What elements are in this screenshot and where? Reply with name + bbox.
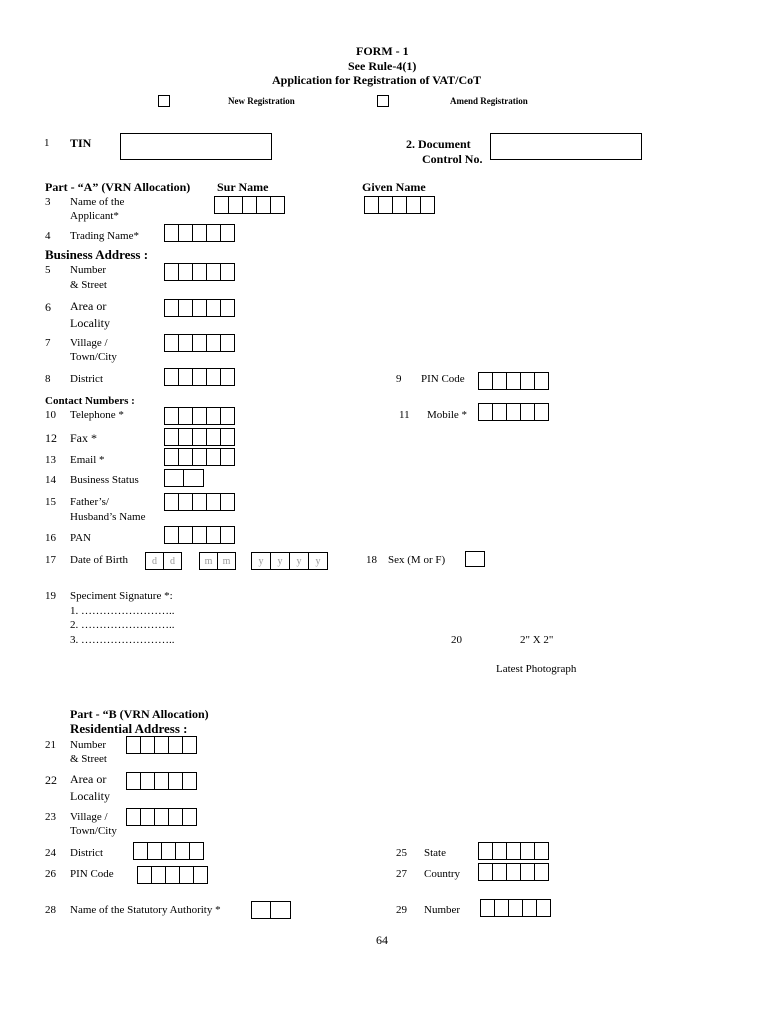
dob-year-input[interactable] — [251, 552, 327, 570]
field-number-22: 22 — [45, 773, 57, 787]
char-cell[interactable] — [520, 372, 535, 390]
char-cell[interactable] — [164, 448, 179, 466]
char-cell[interactable] — [534, 842, 549, 860]
signature-line-1[interactable]: 1. …………………….. — [70, 605, 175, 617]
email-label: Email * — [70, 454, 105, 466]
sex-label: Sex (M or F) — [388, 554, 446, 566]
dob-year-cell[interactable]: y — [270, 552, 290, 570]
char-cell[interactable] — [147, 842, 162, 860]
field-number-4: 4 — [45, 230, 51, 242]
form-rule: See Rule-4(1) — [348, 59, 417, 73]
char-cell[interactable] — [192, 299, 207, 317]
char-cell[interactable] — [478, 372, 493, 390]
char-cell[interactable] — [270, 196, 285, 214]
sex-input[interactable] — [465, 551, 485, 567]
field-number-12: 12 — [45, 431, 57, 445]
applicant-name-label-line1: Name of the — [70, 196, 125, 208]
char-cell[interactable] — [536, 899, 551, 917]
char-cell[interactable] — [126, 772, 141, 790]
field-number-7: 7 — [45, 337, 51, 349]
char-cell[interactable] — [364, 196, 379, 214]
char-cell[interactable] — [206, 299, 221, 317]
char-cell[interactable] — [164, 469, 184, 487]
char-cell[interactable] — [522, 899, 537, 917]
dob-label: Date of Birth — [70, 554, 129, 566]
country-label: Country — [424, 868, 461, 880]
email-input[interactable] — [164, 448, 234, 466]
char-cell[interactable] — [178, 299, 193, 317]
char-cell[interactable] — [206, 493, 221, 511]
char-cell[interactable] — [220, 448, 235, 466]
dob-year-cell[interactable]: y — [289, 552, 309, 570]
fax-label: Fax * — [70, 431, 97, 445]
char-cell[interactable] — [492, 842, 507, 860]
char-cell[interactable] — [242, 196, 257, 214]
char-cell[interactable] — [534, 372, 549, 390]
char-cell[interactable] — [182, 772, 197, 790]
residential-district-input[interactable] — [133, 842, 203, 860]
char-cell[interactable] — [178, 334, 193, 352]
number-input[interactable] — [480, 899, 550, 917]
field-number-24: 24 — [45, 847, 56, 859]
char-cell[interactable] — [178, 448, 193, 466]
char-cell[interactable] — [492, 403, 507, 421]
char-cell[interactable] — [506, 403, 521, 421]
contact-numbers-heading: Contact Numbers : — [45, 395, 135, 407]
char-cell[interactable] — [168, 736, 183, 754]
father-name-label-line1: Father’s/ — [70, 496, 109, 508]
residential-street-label-line1: Number — [70, 739, 107, 751]
char-cell[interactable] — [178, 224, 193, 242]
char-cell[interactable] — [164, 428, 179, 446]
photo-size: 2" X 2" — [520, 634, 554, 646]
mobile-label: Mobile * — [427, 409, 468, 421]
field-number-11: 11 — [399, 409, 410, 421]
father-name-input[interactable] — [164, 493, 234, 511]
country-input[interactable] — [478, 863, 548, 881]
char-cell[interactable] — [206, 407, 221, 425]
business-area-input[interactable] — [164, 299, 234, 317]
char-cell[interactable] — [140, 736, 155, 754]
business-area-label-line2: Locality — [70, 316, 110, 330]
char-cell[interactable] — [378, 196, 393, 214]
trading-name-input[interactable] — [164, 224, 234, 242]
char-cell[interactable] — [164, 493, 179, 511]
char-cell[interactable] — [220, 334, 235, 352]
char-cell[interactable] — [151, 866, 166, 884]
char-cell[interactable] — [183, 469, 204, 487]
char-cell[interactable] — [506, 372, 521, 390]
applicant-name-label-line2: Applicant* — [70, 210, 119, 222]
photo-label: Latest Photograph — [496, 663, 577, 675]
field-number-10: 10 — [45, 409, 56, 421]
business-area-label-line1: Area or — [70, 299, 107, 313]
char-cell[interactable] — [392, 196, 407, 214]
residential-area-input[interactable] — [126, 772, 196, 790]
state-label: State — [424, 847, 446, 859]
char-cell[interactable] — [178, 368, 193, 386]
field-number-28: 28 — [45, 904, 56, 916]
char-cell[interactable] — [220, 493, 235, 511]
char-cell[interactable] — [534, 403, 549, 421]
field-number-1: 1 — [44, 137, 50, 149]
char-cell[interactable] — [133, 842, 148, 860]
char-cell[interactable] — [256, 196, 271, 214]
dob-day-cell[interactable]: d — [163, 552, 182, 570]
fax-input[interactable] — [164, 428, 234, 446]
char-cell[interactable] — [178, 493, 193, 511]
residential-district-label: District — [70, 847, 103, 859]
char-cell[interactable] — [228, 196, 243, 214]
char-cell[interactable] — [478, 863, 493, 881]
field-number-3: 3 — [45, 196, 51, 208]
field-number-20: 20 — [451, 634, 462, 646]
residential-street-input[interactable] — [126, 736, 196, 754]
residential-pin-input[interactable] — [137, 866, 207, 884]
char-cell[interactable] — [220, 224, 235, 242]
field-number-15: 15 — [45, 496, 56, 508]
char-cell[interactable] — [165, 866, 180, 884]
form-title: FORM - 1 — [356, 44, 409, 58]
field-number-13: 13 — [45, 454, 56, 466]
char-cell[interactable] — [140, 772, 155, 790]
business-address-heading: Business Address : — [45, 247, 149, 262]
char-cell[interactable] — [520, 403, 535, 421]
field-number-18: 18 — [366, 554, 377, 566]
char-cell[interactable] — [175, 842, 190, 860]
char-cell[interactable] — [478, 403, 493, 421]
tin-label: TIN — [70, 136, 92, 150]
char-cell[interactable] — [508, 899, 523, 917]
document-control-label-line2: Control No. — [422, 152, 483, 166]
state-input[interactable] — [478, 842, 548, 860]
char-cell[interactable] — [161, 842, 176, 860]
char-cell[interactable] — [193, 866, 208, 884]
char-cell[interactable] — [192, 368, 207, 386]
field-number-16: 16 — [45, 532, 56, 544]
char-cell[interactable] — [192, 263, 207, 281]
statutory-authority-label: Name of the Statutory Authority * — [70, 904, 221, 916]
char-cell[interactable] — [220, 368, 235, 386]
char-cell[interactable] — [178, 526, 193, 544]
part-b-title: Part - “B (VRN Allocation) — [70, 707, 209, 721]
field-number-19: 19 — [45, 590, 56, 602]
field-number-8: 8 — [45, 373, 51, 385]
char-cell[interactable] — [154, 736, 169, 754]
char-cell[interactable] — [206, 448, 221, 466]
father-name-label-line2: Husband’s Name — [70, 511, 146, 523]
part-a-title: Part - “A” (VRN Allocation) — [45, 180, 191, 194]
char-cell[interactable] — [164, 263, 179, 281]
char-cell[interactable] — [520, 863, 535, 881]
business-status-input[interactable] — [164, 469, 203, 487]
char-cell[interactable] — [220, 428, 235, 446]
signature-line-3[interactable]: 3. …………………….. — [70, 634, 175, 646]
business-pin-input[interactable] — [478, 372, 548, 390]
signature-line-2[interactable]: 2. …………………….. — [70, 619, 175, 631]
field-number-5: 5 — [45, 264, 51, 276]
char-cell[interactable] — [179, 866, 194, 884]
char-cell[interactable] — [164, 299, 179, 317]
document-control-input[interactable] — [490, 133, 642, 160]
sur-name-heading: Sur Name — [217, 180, 269, 194]
dob-year-cell[interactable]: y — [251, 552, 271, 570]
char-cell[interactable] — [420, 196, 435, 214]
char-cell[interactable] — [140, 808, 155, 826]
char-cell[interactable] — [206, 368, 221, 386]
char-cell[interactable] — [520, 842, 535, 860]
telephone-label: Telephone * — [70, 409, 124, 421]
char-cell[interactable] — [192, 428, 207, 446]
char-cell[interactable] — [206, 334, 221, 352]
number-label: Number — [424, 904, 461, 916]
residential-area-label-line1: Area or — [70, 772, 107, 786]
residential-town-label-line2: Town/City — [70, 825, 117, 837]
dob-month-input[interactable] — [199, 552, 235, 570]
field-number-29: 29 — [396, 904, 407, 916]
field-number-23: 23 — [45, 811, 56, 823]
char-cell[interactable] — [126, 736, 141, 754]
char-cell[interactable] — [220, 299, 235, 317]
field-number-6: 6 — [45, 300, 51, 314]
amend-registration-checkbox[interactable] — [377, 95, 389, 107]
char-cell[interactable] — [192, 493, 207, 511]
application-title: Application for Registration of VAT/CoT — [272, 73, 482, 87]
char-cell[interactable] — [492, 863, 507, 881]
char-cell[interactable] — [164, 224, 179, 242]
document-control-label-line1: 2. Document — [406, 137, 471, 151]
field-number-17: 17 — [45, 554, 56, 566]
char-cell[interactable] — [206, 263, 221, 281]
new-registration-checkbox[interactable] — [158, 95, 170, 107]
amend-registration-label: Amend Registration — [450, 96, 528, 106]
char-cell[interactable] — [406, 196, 421, 214]
char-cell[interactable] — [137, 866, 152, 884]
dob-day-input[interactable] — [145, 552, 181, 570]
char-cell[interactable] — [270, 901, 291, 919]
dob-month-cell[interactable]: m — [199, 552, 218, 570]
pan-input[interactable] — [164, 526, 234, 544]
char-cell[interactable] — [206, 224, 221, 242]
business-pin-label: PIN Code — [421, 373, 465, 385]
char-cell[interactable] — [168, 808, 183, 826]
dob-day-cell[interactable]: d — [145, 552, 164, 570]
char-cell[interactable] — [192, 407, 207, 425]
char-cell[interactable] — [506, 863, 521, 881]
char-cell[interactable] — [154, 808, 169, 826]
char-cell[interactable] — [164, 526, 179, 544]
char-cell[interactable] — [206, 526, 221, 544]
char-cell[interactable] — [178, 263, 193, 281]
char-cell[interactable] — [182, 736, 197, 754]
residential-address-heading: Residential Address : — [70, 721, 188, 736]
char-cell[interactable] — [126, 808, 141, 826]
business-street-input[interactable] — [164, 263, 234, 281]
residential-area-label-line2: Locality — [70, 789, 110, 803]
char-cell[interactable] — [494, 899, 509, 917]
char-cell[interactable] — [164, 334, 179, 352]
char-cell[interactable] — [251, 901, 271, 919]
char-cell[interactable] — [189, 842, 204, 860]
char-cell[interactable] — [214, 196, 229, 214]
business-district-label: District — [70, 373, 103, 385]
char-cell[interactable] — [178, 407, 193, 425]
telephone-input[interactable] — [164, 407, 234, 425]
char-cell[interactable] — [534, 863, 549, 881]
dob-month-cell[interactable]: m — [217, 552, 236, 570]
field-number-25: 25 — [396, 847, 407, 859]
char-cell[interactable] — [192, 334, 207, 352]
char-cell[interactable] — [192, 448, 207, 466]
char-cell[interactable] — [182, 808, 197, 826]
trading-name-label: Trading Name* — [70, 230, 139, 242]
given-name-input[interactable] — [364, 196, 434, 214]
signature-label: Speciment Signature *: — [70, 590, 173, 602]
char-cell[interactable] — [220, 407, 235, 425]
residential-pin-label: PIN Code — [70, 868, 114, 880]
field-number-26: 26 — [45, 868, 56, 880]
char-cell[interactable] — [220, 263, 235, 281]
char-cell[interactable] — [154, 772, 169, 790]
char-cell[interactable] — [192, 526, 207, 544]
residential-town-label-line1: Village / — [70, 811, 108, 823]
char-cell[interactable] — [178, 428, 193, 446]
business-street-label-line1: Number — [70, 264, 107, 276]
surname-input[interactable] — [214, 196, 284, 214]
char-cell[interactable] — [192, 224, 207, 242]
char-cell[interactable] — [206, 428, 221, 446]
given-name-heading: Given Name — [362, 180, 426, 194]
residential-town-input[interactable] — [126, 808, 196, 826]
residential-street-label-line2: & Street — [70, 753, 107, 765]
char-cell[interactable] — [168, 772, 183, 790]
char-cell[interactable] — [164, 407, 179, 425]
statutory-authority-input[interactable] — [251, 901, 290, 919]
char-cell[interactable] — [492, 372, 507, 390]
char-cell[interactable] — [164, 368, 179, 386]
page-number: 64 — [376, 933, 388, 947]
char-cell[interactable] — [220, 526, 235, 544]
business-street-label-line2: & Street — [70, 279, 107, 291]
business-town-label-line1: Village / — [70, 337, 108, 349]
business-district-input[interactable] — [164, 368, 234, 386]
business-town-label-line2: Town/City — [70, 351, 117, 363]
char-cell[interactable] — [506, 842, 521, 860]
field-number-21: 21 — [45, 739, 56, 751]
dob-year-cell[interactable]: y — [308, 552, 328, 570]
mobile-input[interactable] — [478, 403, 548, 421]
business-status-label: Business Status — [70, 474, 139, 486]
char-cell[interactable] — [478, 842, 493, 860]
field-number-14: 14 — [45, 474, 56, 486]
char-cell[interactable] — [480, 899, 495, 917]
field-number-27: 27 — [396, 868, 407, 880]
pan-label: PAN — [70, 532, 91, 544]
tin-input[interactable] — [120, 133, 272, 160]
business-town-input[interactable] — [164, 334, 234, 352]
new-registration-label: New Registration — [228, 96, 295, 106]
field-number-9: 9 — [396, 373, 402, 385]
